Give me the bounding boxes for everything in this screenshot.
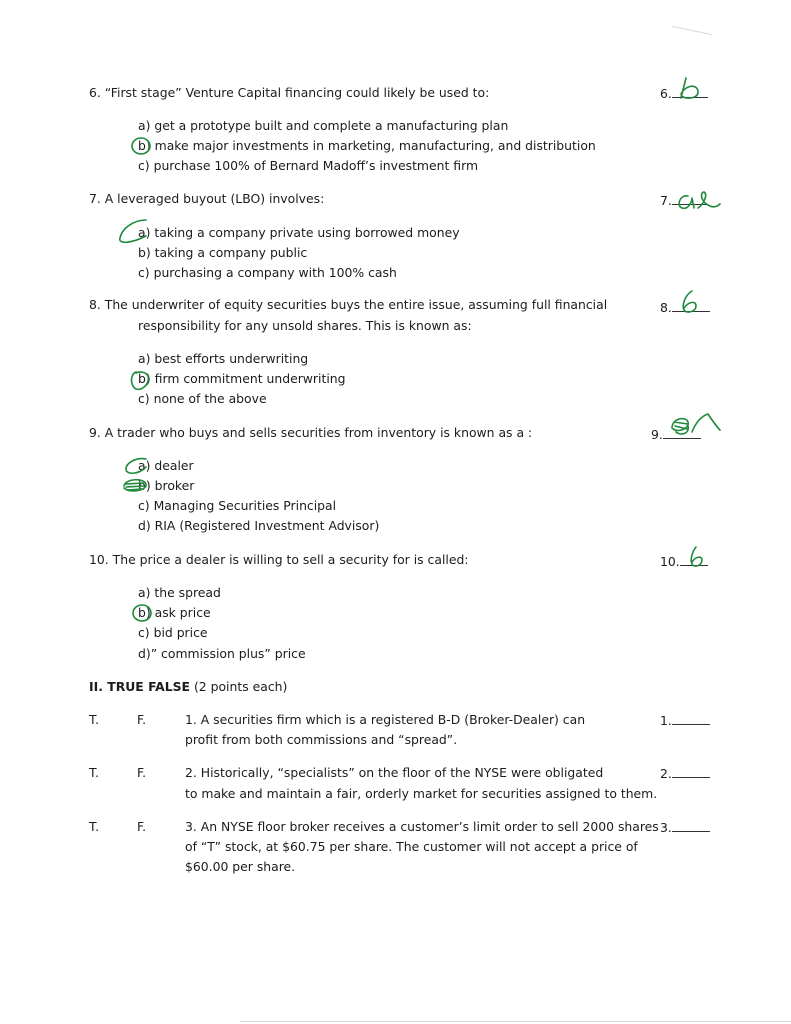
- q9-answer-number: 9.: [651, 427, 663, 442]
- q10-option-d: d)” commission plus” price: [138, 646, 306, 661]
- true-false-heading: II. TRUE FALSE: [89, 679, 190, 694]
- tf2-true-option: T.: [89, 765, 100, 780]
- q10-answer-blank: [680, 553, 708, 566]
- q8-stem-line1: 8. The underwriter of equity securities buys the entire issue, assuming full financial: [89, 297, 608, 312]
- q6-answer-blank: [672, 85, 708, 98]
- q10-answer-slot: [660, 553, 708, 570]
- tf3-answer-number: 3.: [660, 820, 672, 835]
- tf1-false-option: F.: [137, 712, 147, 727]
- scan-artifact-top: [672, 26, 711, 35]
- q7-option-c: c) purchasing a company with 100% cash: [138, 265, 397, 280]
- tf1-answer-number: 1.: [660, 713, 672, 728]
- q7-option-b: b) taking a company public: [138, 245, 308, 260]
- q9-answer-blank: [663, 426, 701, 439]
- scan-artifact-bottom: [240, 1021, 791, 1022]
- q6-option-a: a) get a prototype built and complete a manufacturing plan: [138, 118, 509, 133]
- q6-option-c: c) purchase 100% of Bernard Madoff’s investment firm: [138, 158, 479, 173]
- tf1-true-option: T.: [89, 712, 100, 727]
- true-false-points: (2 points each): [193, 679, 288, 694]
- q6-stem: 6. “First stage” Venture Capital financing could likely be used to:: [89, 85, 490, 100]
- q8-stem-line2: responsibility for any unsold shares. This is known as:: [138, 318, 472, 333]
- tf3-statement-line1: 3. An NYSE floor broker receives a customer’s limit order to sell 2000 shares: [185, 819, 659, 834]
- q7-answer-blank: [672, 192, 708, 205]
- tf2-statement-line2: to make and maintain a fair, orderly market for securities assigned to them.: [185, 786, 658, 801]
- tf2-answer-number: 2.: [660, 766, 672, 781]
- tf3-statement-line2: of “T” stock, at $60.75 per share. The customer will not accept a price of: [185, 839, 638, 854]
- q8-answer-blank: [672, 299, 710, 312]
- tf1-statement-line1: 1. A securities firm which is a registered B-D (Broker-Dealer) can: [185, 712, 586, 727]
- q10-option-a: a) the spread: [138, 585, 221, 600]
- q7-answer-number: 7.: [660, 193, 672, 208]
- q10-answer-number: 10.: [660, 554, 680, 569]
- q8-option-a: a) best efforts underwriting: [138, 351, 309, 366]
- q8-option-c: c) none of the above: [138, 391, 267, 406]
- tf3-statement-line3: $60.00 per share.: [185, 859, 296, 874]
- tf3-false-option: F.: [137, 819, 147, 834]
- q9-option-b: b) broker: [138, 478, 195, 493]
- true-false-heading-row: [89, 679, 287, 695]
- q8-option-b: b) firm commitment underwriting: [138, 371, 346, 386]
- q6-answer-number: 6.: [660, 86, 672, 101]
- q9-option-d: d) RIA (Registered Investment Advisor): [138, 518, 380, 533]
- q8-answer-number: 8.: [660, 300, 672, 315]
- tf3-answer-slot: [660, 819, 710, 836]
- tf1-statement-line2: profit from both commissions and “spread”.: [185, 732, 458, 747]
- tf2-answer-blank: [672, 765, 710, 778]
- tf1-answer-slot: [660, 712, 710, 729]
- tf2-answer-slot: [660, 765, 710, 782]
- tf1-answer-blank: [672, 712, 710, 725]
- q8-answer-slot: [660, 299, 710, 316]
- q10-stem: 10. The price a dealer is willing to sell a security for is called:: [89, 552, 469, 567]
- q9-answer-slot: [651, 426, 701, 443]
- q9-option-a: a) dealer: [138, 458, 194, 473]
- q9-option-c: c) Managing Securities Principal: [138, 498, 337, 513]
- q9-stem: 9. A trader who buys and sells securities from inventory is known as a :: [89, 425, 533, 440]
- q10-option-c: c) bid price: [138, 625, 208, 640]
- tf3-true-option: T.: [89, 819, 100, 834]
- tf2-statement-line1: 2. Historically, “specialists” on the floor of the NYSE were obligated: [185, 765, 604, 780]
- q7-option-a: a) taking a company private using borrowed money: [138, 225, 460, 240]
- tf3-answer-blank: [672, 819, 710, 832]
- q7-stem: 7. A leveraged buyout (LBO) involves:: [89, 191, 325, 206]
- q6-answer-slot: [660, 85, 708, 102]
- q10-option-b: b) ask price: [138, 605, 211, 620]
- q7-answer-slot: [660, 192, 708, 209]
- q6-option-b: b) make major investments in marketing, manufacturing, and distribution: [138, 138, 596, 153]
- tf2-false-option: F.: [137, 765, 147, 780]
